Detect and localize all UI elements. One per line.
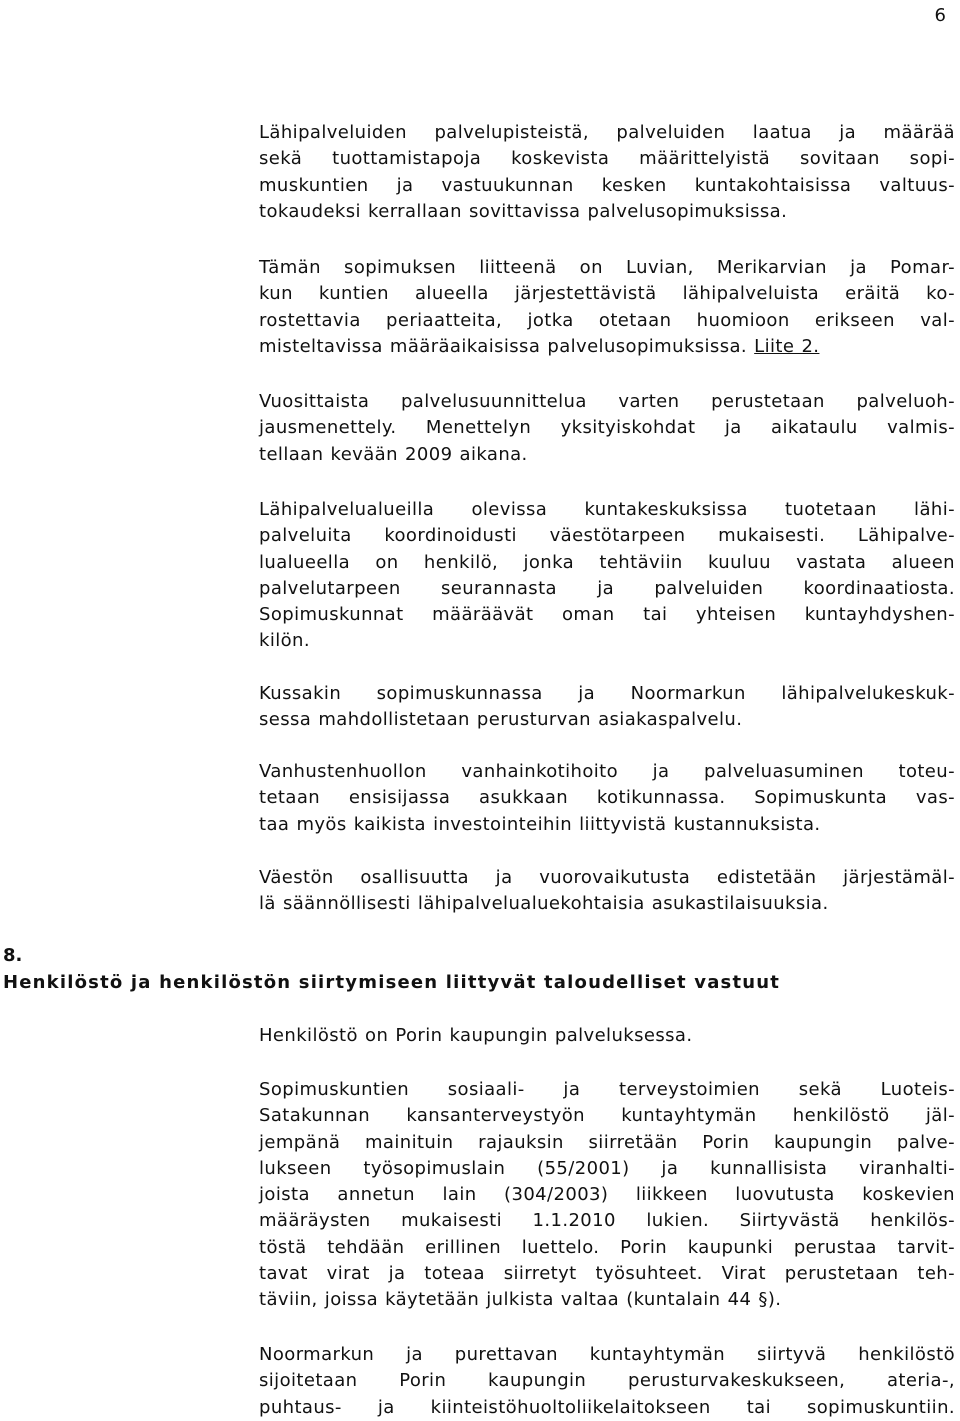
text-line: tellaan kevään 2009 aikana. [259,443,528,465]
text-line: taa myös kaikista investointeihin liittyvistä kustannuksista. [259,813,821,835]
text-line: palveluita koordinoidusti väestötarpeen mukaisesti. Lähipalve- [259,525,955,547]
text-line: Tämän sopimuksen liitteenä on Luvian, Merikarvian ja Pomar- [259,257,955,278]
section-heading: Henkilöstö ja henkilöstön siirtymiseen liittyvät taloudelliset vastuut [3,972,781,993]
text-line: Kussakin sopimuskunnassa ja Noormarkun lähipalvelukeskuk- [259,683,955,704]
text-line: töstä tehdään erillinen luettelo. Porin kaupunki perustaa tarvit- [259,1236,955,1258]
text-line: Sopimuskunnat määräävät oman tai yhteisen kuntayhdyshen- [259,604,955,626]
paragraph-lahipalvelut-sopiminen [259,120,955,225]
text-line: täviin, joissa käytetään julkista valtaa (kuntalain 44 §). [259,1289,782,1311]
text-line: tetaan ensisijassa asukkaan kotikunnassa. Sopimuskunta vas- [259,787,955,809]
paragraph-liite-periaatteet [259,255,955,360]
text-line: sekä tuottamistapoja koskevista määrittelyistä sovitaan sopi- [259,148,955,170]
text-line: Satakunnan kansanterveystyön kuntayhtymän henkilöstö jäl- [259,1105,955,1127]
text-line: tokaudeksi kerrallaan sovittavissa palvelusopimuksissa. [259,200,788,222]
text-line [259,334,955,360]
text-line: Henkilöstö on Porin kaupungin palveluksessa. [259,1025,693,1046]
text-line: joista annetun lain (304/2003) liikkeen luovutusta koskevien [259,1184,955,1206]
paragraph-vanhustenhuolto [259,759,955,838]
text-line: kilön. [259,630,310,652]
text-line: määräysten mukaisesti 1.1.2010 lukien. Siirtyvästä henkilös- [259,1210,955,1232]
text-line: muskuntien ja vastuukunnan kesken kuntakohtaisissa valtuus- [259,174,955,196]
text-line: jempänä mainituin rajauksin siirretään Porin kaupungin palve- [259,1131,955,1153]
text-line: kun kuntien alueella järjestettävistä lähipalveluista eräitä ko- [259,283,955,305]
page-number: 6 [934,5,946,26]
text-line: rostettavia periaatteita, jotka otetaan huomioon erikseen val- [259,309,955,331]
paragraph-henkiloston-siirto [259,1077,955,1314]
text-line: Lähipalvelualueilla olevissa kuntakeskuksissa tuotetaan lähi- [259,499,955,520]
text-line: puhtaus- ja kiinteistöhuoltoliikelaitokseen tai sopimuskuntiin. [259,1396,955,1418]
paragraph-palveluohjaus [259,389,955,468]
text-line: palvelutarpeen seurannasta ja palveluiden koordinaatiosta. [259,577,955,599]
text-line: sijoitetaan Porin kaupungin perusturvakeskukseen, ateria-, [259,1370,955,1392]
paragraph-henkilosto-porin-palveluksessa [259,1023,955,1049]
section-number: 8. [3,945,23,966]
text-line: Sopimuskuntien sosiaali- ja terveystoimien sekä Luoteis- [259,1079,955,1100]
text-line: tavat virat ja toteaa siirretyt työsuhteet. Virat perustetaan teh- [259,1263,955,1285]
paragraph-asiakaspalvelu [259,681,955,734]
text-segment: misteltavissa määräaikaisissa palvelusopimuksissa. [259,335,748,357]
text-line: Vuosittaista palvelusuunnittelua varten perustetaan palveluoh- [259,391,955,412]
paragraph-osallisuus [259,865,955,918]
text-line: Väestön osallisuutta ja vuorovaikutusta edistetään järjestämäl- [259,867,955,888]
text-line: jausmenettely. Menettelyn yksityiskohdat ja aikataulu valmis- [259,417,955,439]
text-line: Lähipalveluiden palvelupisteistä, palveluiden laatua ja määrää [259,122,955,143]
text-line: Vanhustenhuollon vanhainkotihoito ja palveluasuminen toteu- [259,761,955,782]
attachment-link[interactable]: Liite 2. [754,335,820,357]
text-line: sessa mahdollistetaan perusturvan asiakaspalvelu. [259,709,743,731]
paragraph-sijoittaminen [259,1342,955,1421]
text-line: lä säännöllisesti lähipalvelualuekohtaisia asukastilaisuuksia. [259,893,829,915]
paragraph-lahipalvelualueet [259,497,955,655]
text-line: Noormarkun ja purettavan kuntayhtymän siirtyvä henkilöstö [259,1344,955,1365]
text-line: lualueella on henkilö, jonka tehtäviin kuuluu vastata alueen [259,551,955,573]
text-line: lukseen työsopimuslain (55/2001) ja kunnallisista viranhalti- [259,1157,955,1179]
